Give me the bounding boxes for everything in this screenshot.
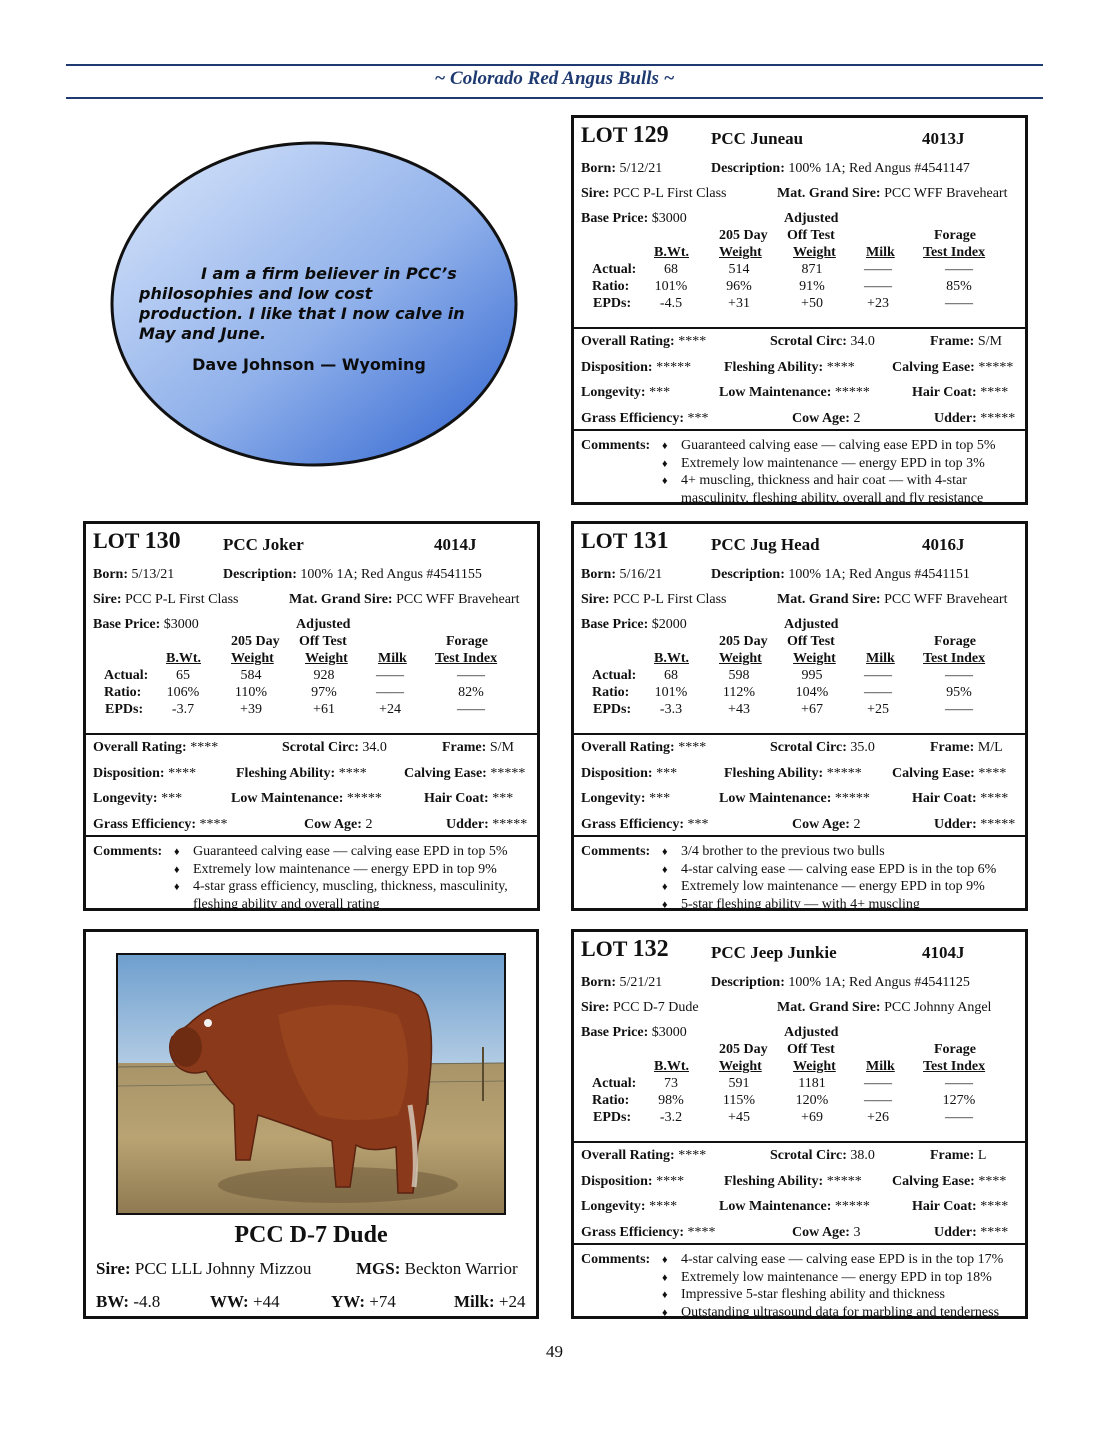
row-label-ratio: Ratio: [592, 279, 630, 294]
cell-actual-2: 995 [801, 668, 823, 683]
col-milk: Milk [866, 651, 895, 666]
rating-overall: Overall Rating: **** [581, 334, 707, 349]
rating-disposition: Disposition: **** [581, 1173, 685, 1189]
col-milk: Milk [866, 245, 895, 260]
col-test-index: Test Index [435, 651, 498, 666]
cell-ratio-4: 95% [946, 685, 972, 700]
comment-line: 4-star calving ease — calving ease EPD is in the top 17% [681, 1252, 1004, 1267]
cell-actual-3: —— [864, 1076, 892, 1091]
born-date: Born: 5/12/21 [581, 161, 663, 176]
cell-ratio-2: 104% [795, 685, 829, 700]
rating-disposition: Disposition: ***** [581, 359, 692, 375]
cell-actual-1: 591 [728, 1076, 750, 1091]
cell-actual-1: 514 [728, 262, 750, 277]
rating-longevity: Longevity: **** [581, 1199, 678, 1214]
bull-tag: 4013J [922, 129, 965, 148]
bull-photo [116, 953, 506, 1215]
rating-udder: Udder: **** [934, 1224, 1009, 1240]
bullet-icon: ♦ [662, 1289, 668, 1301]
rating-fleshing: Fleshing Ability: ***** [724, 1173, 862, 1189]
cell-actual-0: 65 [176, 668, 190, 683]
cell-ratio-2: 91% [799, 279, 825, 294]
col-forage: Forage [934, 634, 976, 649]
lot-details [574, 932, 1025, 1141]
page-number: 49 [546, 1342, 563, 1361]
bullet-icon: ♦ [662, 475, 668, 487]
rating-scrotal: Scrotal Circ: 34.0 [770, 334, 875, 349]
sire: Sire: PCC P-L First Class [581, 186, 727, 201]
sire-feature-sire: Sire: PCC LLL Johnny Mizzou [96, 1259, 312, 1278]
col-milk: Milk [866, 1059, 895, 1074]
comment-line: Guaranteed calving ease — calving ease EPD in top 5% [681, 438, 996, 453]
sire: Sire: PCC P-L First Class [581, 592, 727, 607]
lot-number: LOT 129 [581, 122, 669, 148]
rating-cow_age: Cow Age: 2 [792, 410, 861, 426]
rating-frame: Frame: M/L [930, 740, 1003, 755]
rating-frame: Frame: S/M [930, 334, 1002, 349]
bullet-icon: ♦ [662, 898, 668, 911]
sire-feature-mgs: MGS: Beckton Warrior [356, 1259, 518, 1278]
bullet-icon: ♦ [174, 863, 180, 876]
sire-feature-bw: BW: -4.8 [96, 1292, 161, 1311]
rating-overall: Overall Rating: **** [581, 740, 707, 755]
col-adj-weight: Weight [793, 1059, 836, 1074]
lot-details [86, 524, 537, 733]
cell-actual-2: 871 [801, 262, 823, 277]
bull-name: PCC Joker [223, 535, 304, 554]
base-price: Base Price: $3000 [581, 211, 687, 226]
col-off-test: Off Test [299, 634, 347, 649]
rating-fleshing: Fleshing Ability: **** [724, 359, 855, 375]
bullet-icon: ♦ [662, 440, 668, 452]
col-milk: Milk [378, 651, 407, 666]
cell-actual-1: 598 [728, 668, 750, 683]
testimonial-bubble [109, 140, 519, 468]
ratings [574, 1141, 1025, 1245]
rating-disposition: Disposition: **** [93, 765, 197, 781]
cell-actual-3: —— [864, 668, 892, 683]
header-top-rule [66, 64, 1043, 66]
cell-epds-3: +25 [867, 702, 889, 717]
description: Description: 100% 1A; Red Angus #4541147 [711, 161, 970, 176]
comment-line: masculinity, fleshing ability, overall and fly resistance [681, 490, 984, 506]
bullet-icon: ♦ [662, 457, 668, 470]
cell-actual-2: 1181 [798, 1076, 826, 1091]
rating-frame: Frame: S/M [442, 740, 514, 755]
col-test-index: Test Index [923, 1059, 986, 1074]
cell-ratio-1: 110% [234, 685, 268, 700]
cell-ratio-1: 112% [722, 685, 756, 700]
cell-epds-0: -3.7 [171, 702, 195, 717]
cell-epds-0: -3.3 [659, 702, 683, 717]
comments-label: Comments: [93, 844, 163, 859]
lot-number: LOT 131 [581, 528, 669, 554]
born-date: Born: 5/16/21 [581, 567, 663, 582]
rating-scrotal: Scrotal Circ: 38.0 [770, 1148, 875, 1163]
rating-longevity: Longevity: *** [93, 791, 183, 806]
lot-number: LOT 132 [581, 936, 669, 962]
cell-epds-2: +61 [313, 702, 335, 717]
cell-actual-0: 68 [664, 262, 678, 277]
col-off-test: Off Test [787, 634, 835, 649]
rating-cow_age: Cow Age: 2 [792, 816, 861, 832]
row-label-actual: Actual: [592, 1076, 637, 1091]
cell-actual-4: —— [945, 668, 973, 683]
header-bottom-rule [66, 97, 1043, 99]
mat-grand-sire: Mat. Grand Sire: PCC WFF Braveheart [777, 186, 1008, 201]
sire-feature-ww: WW: +44 [210, 1292, 280, 1311]
rating-fleshing: Fleshing Ability: ***** [724, 765, 862, 781]
bull-name: PCC Jug Head [711, 535, 820, 554]
col-205-day: 205 Day [231, 634, 280, 649]
rating-cow_age: Cow Age: 3 [792, 1224, 861, 1240]
rating-calving: Calving Ease: ***** [404, 765, 526, 781]
rating-grass: Grass Efficiency: **** [93, 816, 228, 832]
description: Description: 100% 1A; Red Angus #4541125 [711, 975, 970, 990]
bull-name: PCC Juneau [711, 129, 804, 148]
sire-feature-name: PCC D-7 Dude [234, 1222, 388, 1248]
col-test-index: Test Index [923, 651, 986, 666]
lot-card-132 [571, 929, 1028, 1319]
col-adj-weight: Weight [305, 651, 348, 666]
col-adjusted: Adjusted [784, 211, 839, 226]
rating-calving: Calving Ease: **** [892, 1173, 1007, 1189]
sire: Sire: PCC D-7 Dude [581, 1000, 699, 1015]
sire-feature-yw: YW: +74 [331, 1292, 396, 1311]
rating-hair: Hair Coat: *** [424, 791, 514, 806]
cell-epds-4: —— [945, 702, 973, 717]
row-label-actual: Actual: [592, 262, 637, 277]
rating-calving: Calving Ease: **** [892, 765, 1007, 781]
ratings [574, 733, 1025, 837]
col-weight: Weight [719, 651, 762, 666]
row-label-ratio: Ratio: [104, 685, 142, 700]
comments-label: Comments: [581, 438, 651, 453]
col-off-test: Off Test [787, 1042, 835, 1057]
col-weight: Weight [231, 651, 274, 666]
bull-tag: 4016J [922, 535, 965, 554]
col-205-day: 205 Day [719, 228, 768, 243]
col-bwt: B.Wt. [654, 245, 689, 260]
col-adjusted: Adjusted [296, 617, 351, 632]
col-forage: Forage [934, 228, 976, 243]
comment-line: Extremely low maintenance — energy EPD in top 9% [193, 861, 497, 877]
mat-grand-sire: Mat. Grand Sire: PCC Johnny Angel [777, 1000, 992, 1015]
sire-feature-milk: Milk: +24 [454, 1292, 526, 1311]
lot-details [574, 524, 1025, 733]
comment-line: 4-star grass efficiency, muscling, thickness, masculinity, [193, 879, 508, 894]
bull-tag: 4014J [434, 535, 477, 554]
row-label-ratio: Ratio: [592, 1093, 630, 1108]
cell-epds-2: +50 [801, 296, 823, 311]
cell-epds-1: +45 [728, 1110, 750, 1125]
cell-ratio-0: 101% [654, 685, 688, 700]
rating-calving: Calving Ease: ***** [892, 359, 1014, 375]
sire-feature-card [83, 929, 539, 1319]
cell-actual-2: 928 [313, 668, 335, 683]
rating-hair: Hair Coat: **** [912, 791, 1009, 806]
base-price: Base Price: $3000 [581, 1025, 687, 1040]
born-date: Born: 5/21/21 [581, 975, 663, 990]
comment-line: 3/4 brother to the previous two bulls [681, 844, 885, 859]
testimonial-text: I am a firm believer in PCC’s philosophies and low cost production. I like that I now calve in May and June. [139, 264, 465, 343]
cell-ratio-1: 96% [726, 279, 752, 294]
cell-epds-1: +43 [728, 702, 750, 717]
cell-actual-1: 584 [240, 668, 262, 683]
rating-frame: Frame: L [930, 1148, 987, 1163]
col-bwt: B.Wt. [654, 1059, 689, 1074]
lot-card-129 [571, 115, 1028, 505]
bullet-icon: ♦ [662, 1271, 668, 1284]
comment-line: fleshing ability and overall rating [193, 896, 380, 912]
cell-epds-0: -3.2 [659, 1110, 683, 1125]
row-label-epds: EPDs: [593, 296, 632, 311]
bull-name: PCC Jeep Junkie [711, 943, 837, 962]
col-weight: Weight [719, 1059, 762, 1074]
rating-hair: Hair Coat: **** [912, 1199, 1009, 1214]
bullet-icon: ♦ [174, 846, 180, 858]
rating-overall: Overall Rating: **** [581, 1148, 707, 1163]
col-test-index: Test Index [923, 245, 986, 260]
lot-card-131 [571, 521, 1028, 911]
bullet-icon: ♦ [174, 881, 180, 893]
bullet-icon: ♦ [662, 1254, 668, 1266]
testimonial-author: Dave Johnson — Wyoming [192, 355, 426, 374]
comment-line: 4+ muscling, thickness and hair coat — with 4-star [681, 473, 967, 488]
comment-line: Extremely low maintenance — energy EPD in top 3% [681, 455, 985, 471]
rating-cow_age: Cow Age: 2 [304, 816, 373, 832]
cell-ratio-3: —— [864, 279, 892, 294]
rating-udder: Udder: ***** [934, 410, 1016, 426]
row-label-epds: EPDs: [593, 702, 632, 717]
rating-longevity: Longevity: *** [581, 791, 671, 806]
col-205-day: 205 Day [719, 634, 768, 649]
col-off-test: Off Test [787, 228, 835, 243]
rating-grass: Grass Efficiency: **** [581, 1224, 716, 1240]
cell-epds-1: +31 [728, 296, 750, 311]
comment-line: Extremely low maintenance — energy EPD in top 18% [681, 1269, 992, 1285]
col-adj-weight: Weight [793, 651, 836, 666]
row-label-ratio: Ratio: [592, 685, 630, 700]
mat-grand-sire: Mat. Grand Sire: PCC WFF Braveheart [777, 592, 1008, 607]
cell-ratio-4: 85% [946, 279, 972, 294]
cell-ratio-1: 115% [722, 1093, 756, 1108]
rating-low_maint: Low Maintenance: ***** [719, 791, 870, 806]
cell-epds-4: —— [945, 1110, 973, 1125]
rating-hair: Hair Coat: **** [912, 385, 1009, 400]
col-bwt: B.Wt. [654, 651, 689, 666]
page-header-title: ~ Colorado Red Angus Bulls ~ [434, 68, 675, 89]
cell-actual-4: —— [457, 668, 485, 683]
row-label-epds: EPDs: [593, 1110, 632, 1125]
cell-actual-4: —— [945, 262, 973, 277]
cell-epds-2: +67 [801, 702, 823, 717]
lot-details [574, 118, 1025, 327]
rating-udder: Udder: ***** [446, 816, 528, 832]
cell-ratio-0: 101% [654, 279, 688, 294]
comment-line: 4-star calving ease — calving ease EPD is in the top 6% [681, 861, 997, 877]
born-date: Born: 5/13/21 [93, 567, 175, 582]
comment-line: Guaranteed calving ease — calving ease EPD in top 5% [193, 844, 508, 859]
cell-ratio-4: 82% [458, 685, 484, 700]
rating-scrotal: Scrotal Circ: 34.0 [282, 740, 387, 755]
bull-tag: 4104J [922, 943, 965, 962]
rating-udder: Udder: ***** [934, 816, 1016, 832]
bullet-icon: ♦ [662, 863, 668, 876]
cell-epds-4: —— [457, 702, 485, 717]
description: Description: 100% 1A; Red Angus #4541155 [223, 567, 482, 582]
rating-scrotal: Scrotal Circ: 35.0 [770, 740, 875, 755]
bullet-icon: ♦ [662, 1306, 668, 1319]
comments-label: Comments: [581, 1252, 651, 1267]
comment-line: 5-star fleshing ability — with 4+ muscling [681, 896, 920, 912]
col-adj-weight: Weight [793, 245, 836, 260]
bullet-icon: ♦ [662, 881, 668, 893]
row-label-epds: EPDs: [105, 702, 144, 717]
row-label-actual: Actual: [592, 668, 637, 683]
cell-ratio-3: —— [864, 685, 892, 700]
base-price: Base Price: $3000 [93, 617, 199, 632]
cell-ratio-0: 106% [166, 685, 200, 700]
cell-ratio-4: 127% [942, 1093, 976, 1108]
cell-epds-0: -4.5 [659, 296, 683, 311]
rating-fleshing: Fleshing Ability: **** [236, 765, 367, 781]
rating-low_maint: Low Maintenance: ***** [719, 1199, 870, 1214]
col-forage: Forage [446, 634, 488, 649]
comment-line: Impressive 5-star fleshing ability and thickness [681, 1287, 945, 1302]
bullet-icon: ♦ [662, 846, 668, 858]
col-bwt: B.Wt. [166, 651, 201, 666]
col-adjusted: Adjusted [784, 617, 839, 632]
rating-grass: Grass Efficiency: *** [581, 410, 709, 426]
cell-actual-3: —— [864, 262, 892, 277]
cell-ratio-3: —— [376, 685, 404, 700]
comment-line: Outstanding ultrasound data for marbling and tenderness [681, 1304, 1000, 1320]
comment-line: Extremely low maintenance — energy EPD in top 9% [681, 879, 985, 894]
rating-low_maint: Low Maintenance: ***** [231, 791, 382, 806]
row-label-actual: Actual: [104, 668, 149, 683]
cell-epds-1: +39 [240, 702, 262, 717]
bull-photo-illustration [118, 955, 504, 1213]
cell-epds-3: +26 [867, 1110, 889, 1125]
sire: Sire: PCC P-L First Class [93, 592, 239, 607]
cell-actual-4: —— [945, 1076, 973, 1091]
description: Description: 100% 1A; Red Angus #4541151 [711, 567, 970, 582]
base-price: Base Price: $2000 [581, 617, 687, 632]
rating-overall: Overall Rating: **** [93, 740, 219, 755]
cell-actual-0: 73 [664, 1076, 678, 1091]
cell-ratio-0: 98% [658, 1093, 684, 1108]
cell-epds-3: +23 [867, 296, 889, 311]
lot-card-130 [83, 521, 540, 911]
cell-actual-3: —— [376, 668, 404, 683]
ratings [574, 327, 1025, 431]
rating-low_maint: Low Maintenance: ***** [719, 385, 870, 400]
col-forage: Forage [934, 1042, 976, 1057]
col-weight: Weight [719, 245, 762, 260]
cell-epds-3: +24 [379, 702, 401, 717]
cell-actual-0: 68 [664, 668, 678, 683]
comments-label: Comments: [581, 844, 651, 859]
col-205-day: 205 Day [719, 1042, 768, 1057]
rating-grass: Grass Efficiency: *** [581, 816, 709, 832]
cell-ratio-3: —— [864, 1093, 892, 1108]
cell-ratio-2: 97% [311, 685, 337, 700]
cell-epds-2: +69 [801, 1110, 823, 1125]
mat-grand-sire: Mat. Grand Sire: PCC WFF Braveheart [289, 592, 520, 607]
rating-disposition: Disposition: *** [581, 765, 678, 781]
col-adjusted: Adjusted [784, 1025, 839, 1040]
rating-longevity: Longevity: *** [581, 385, 671, 400]
ratings [86, 733, 537, 837]
cell-epds-4: —— [945, 296, 973, 311]
lot-number: LOT 130 [93, 528, 181, 554]
cell-ratio-2: 120% [795, 1093, 829, 1108]
